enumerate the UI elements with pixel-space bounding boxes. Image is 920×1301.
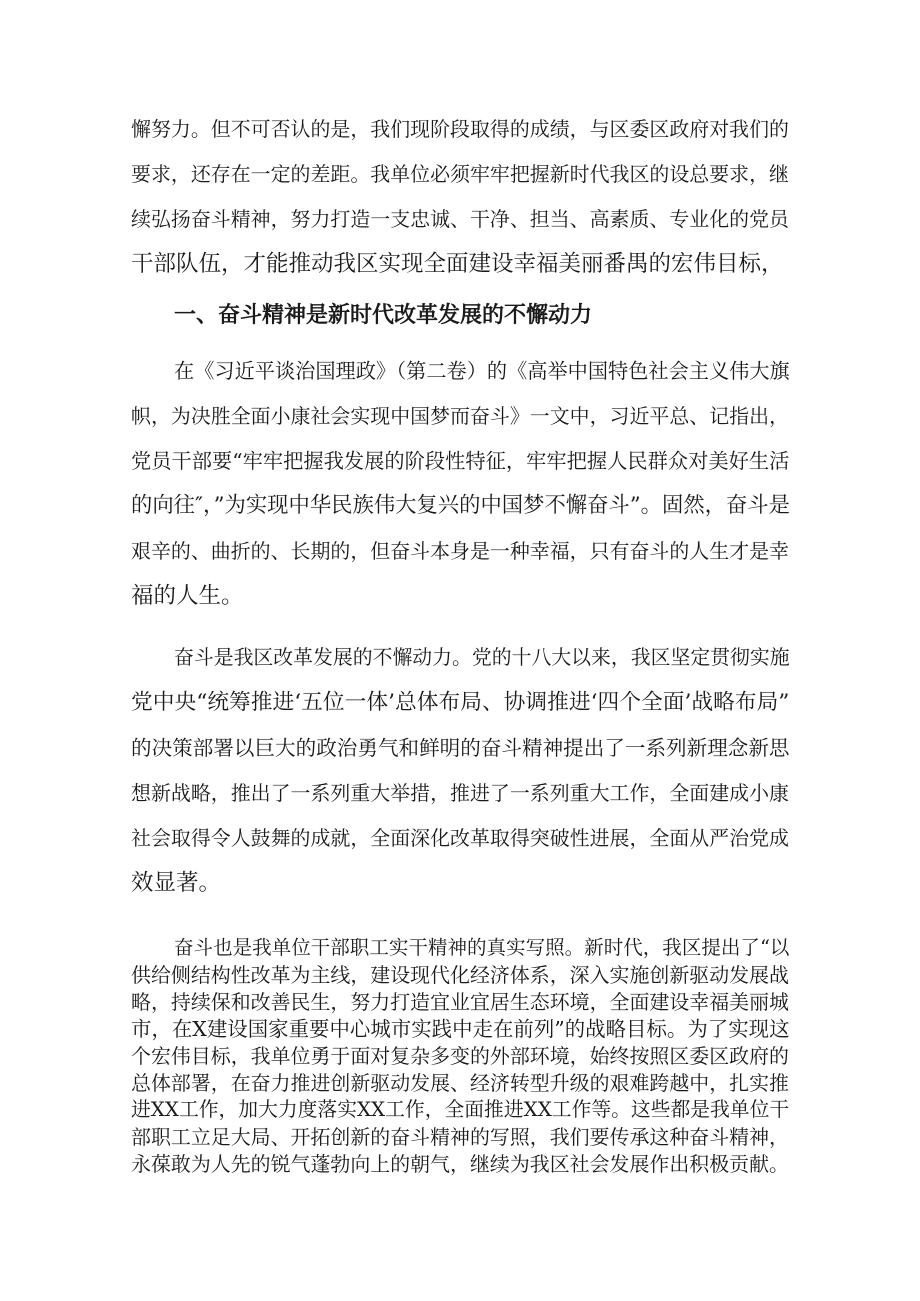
text-line: 的向往″，”为实现中华民族伟大复兴的中国梦不懈奋斗”。固然，奋斗是 <box>131 493 790 518</box>
text-line: 福的人生。 <box>131 583 244 609</box>
text-line: 奋斗也是我单位干部职工实干精神的真实写照。新时代，我区提出了“以 <box>174 936 790 959</box>
text-line: 在《习近平谈治国理政》（第二卷）的《高举中国特色社会主义伟大旗 <box>174 359 790 383</box>
text-line: 党员干部要“牢牢把握我发展的阶段性特征，牢牢把握人民群众对美好生活 <box>131 449 790 473</box>
text-line: 要求，还存在一定的差距。我单位必须牢牢把握新时代我区的设总要求，继 <box>131 162 789 186</box>
text-line: 总体部署，在奋力推进创新驱动发展、经济转型升级的艰难跨越中，扎实推 <box>131 1071 789 1095</box>
text-line: 的决策部署以巨大的政治勇气和鲜明的奋斗精神提出了一系列新理念新思 <box>131 736 790 760</box>
text-line: 续弘扬奋斗精神，努力打造一支忠诚、干净、担当、高素质、专业化的党员 <box>131 207 789 231</box>
text-line: 艰辛的、曲折的、长期的，但奋斗本身是一种幸福，只有奋斗的人生才是幸 <box>131 539 789 563</box>
text-line: 效显著。 <box>131 870 222 896</box>
text-line: 供给侧结构性改革为主线，建设现代化经济体系，深入实施创新驱动发展战 <box>131 963 789 987</box>
heading-text: 一、奋斗精神是新时代改革发展的不懈动力 <box>174 303 593 328</box>
text-line: 奋斗是我区改革发展的不懈动力。党的十八大以来，我区坚定贯彻实施 <box>174 646 790 669</box>
text-line: 进XX工作，加大力度落实XX工作，全面推进XX工作等。这些都是我单位干 <box>131 1098 790 1121</box>
text-line: 市，在X建设国家重要中心城市实践中走在前列”的战略目标。为了实现这 <box>131 1017 790 1041</box>
text-line: 想新战略，推出了一系列重大举措，推进了一系列重大工作，全面建成小康 <box>131 781 789 805</box>
text-line: 略，持续保和改善民生，努力打造宜业宜居生态环境，全面建设幸福美丽城 <box>131 990 789 1014</box>
text-line: 部职工立足大局、开拓创新的奋斗精神的写照，我们要传承这种奋斗精神， <box>131 1125 789 1149</box>
text-line: 懈努力。但不可否认的是，我们现阶段取得的成绩，与区委区政府对我们的 <box>131 117 789 141</box>
text-line: 干部队伍，才能推动我区实现全面建设幸福美丽番禺的宏伟目标， <box>131 251 784 277</box>
text-line: 党中央“统筹推进‘五位一体’总体布局、协调推进‘四个全面’战略布局” <box>131 690 790 715</box>
text-line: 个宏伟目标，我单位勇于面对复杂多变的外部环境，始终按照区委区政府的 <box>131 1044 789 1068</box>
text-line: 永葆敢为人先的锐气蓬勃向上的朝气，继续为我区社会发展作出积极贡献。 <box>131 1152 789 1176</box>
text-line: 社会取得令人鼓舞的成就，全面深化改革取得突破性进展，全面从严治党成 <box>131 826 789 850</box>
text-line: 帜，为决胜全面小康社会实现中国梦而奋斗》一文中，习近平总、记指出， <box>131 404 789 428</box>
